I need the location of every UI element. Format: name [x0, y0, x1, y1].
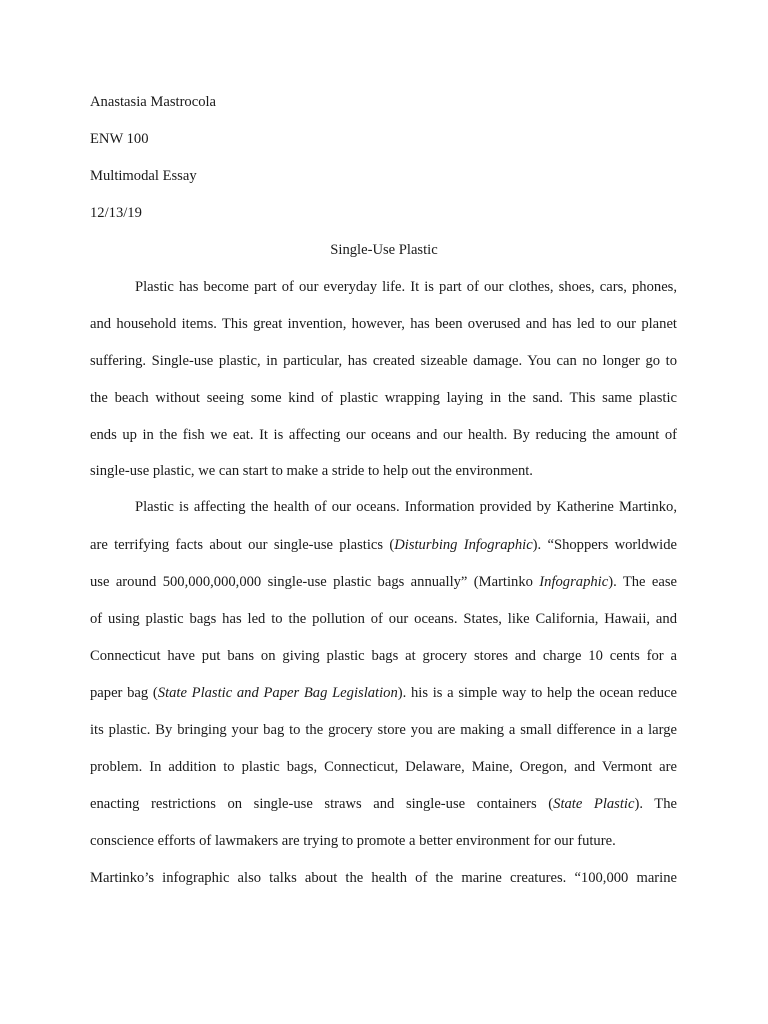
text-span: ). The ease	[608, 574, 677, 590]
paragraph-line	[90, 795, 677, 813]
paragraph-line: ends up in the fish we eat. It is affecting our oceans and our health. By reducing the amount of	[90, 427, 677, 443]
paragraph-line: and household items. This great invention, however, has been overused and has led to our planet	[90, 316, 677, 332]
citation-italic: State Plastic and Paper Bag Legislation	[157, 685, 398, 701]
text-span: paper bag (	[90, 685, 158, 701]
paragraph-line	[90, 684, 677, 702]
text-span: ). “Shoppers worldwide	[532, 537, 677, 553]
text-span: are terrifying facts about our single-use plastics (	[90, 537, 395, 553]
paragraph-line	[90, 573, 677, 591]
text-span: use around 500,000,000,000 single-use plastic bags annually” (Martinko	[90, 574, 540, 590]
paragraph-line: its plastic. By bringing your bag to the grocery store you are making a small difference in a large	[90, 722, 677, 738]
paragraph-line: single-use plastic, we can start to make a stride to help out the environment.	[90, 463, 533, 479]
author-name: Anastasia Mastrocola	[90, 94, 217, 110]
paragraph-line: the beach without seeing some kind of plastic wrapping laying in the sand. This same plastic	[90, 390, 677, 406]
citation-italic: Disturbing Infographic	[394, 537, 533, 553]
course-name: ENW 100	[90, 131, 149, 147]
paragraph-line: Plastic is affecting the health of our oceans. Information provided by Katherine Martinko,	[135, 499, 677, 515]
essay-date: 12/13/19	[90, 205, 142, 221]
assignment-name: Multimodal Essay	[90, 168, 197, 184]
paragraph-line: of using plastic bags has led to the pollution of our oceans. States, like California, Hawaii, and	[90, 611, 677, 627]
text-span: ). The	[634, 796, 677, 812]
citation-italic: State Plastic	[553, 796, 635, 812]
paragraph-line	[90, 536, 677, 554]
essay-title: Single-Use Plastic	[330, 242, 438, 258]
paragraph-line: Plastic has become part of our everyday life. It is part of our clothes, shoes, cars, phones,	[135, 279, 677, 295]
citation-italic: Infographic	[539, 574, 609, 590]
paragraph-line: Connecticut have put bans on giving plastic bags at grocery stores and charge 10 cents for a	[90, 648, 677, 664]
text-span: enacting restrictions on single-use straws and single-use containers (	[90, 796, 554, 812]
paragraph-line: conscience efforts of lawmakers are trying to promote a better environment for our future.	[90, 833, 616, 849]
text-span: ). his is a simple way to help the ocean reduce	[397, 685, 678, 701]
paragraph-line: Martinko’s infographic also talks about the health of the marine creatures. “100,000 marine	[90, 870, 677, 886]
paragraph-line: suffering. Single-use plastic, in particular, has created sizeable damage. You can no longer go to	[90, 353, 677, 369]
paragraph-line: problem. In addition to plastic bags, Connecticut, Delaware, Maine, Oregon, and Vermont are	[90, 759, 677, 775]
